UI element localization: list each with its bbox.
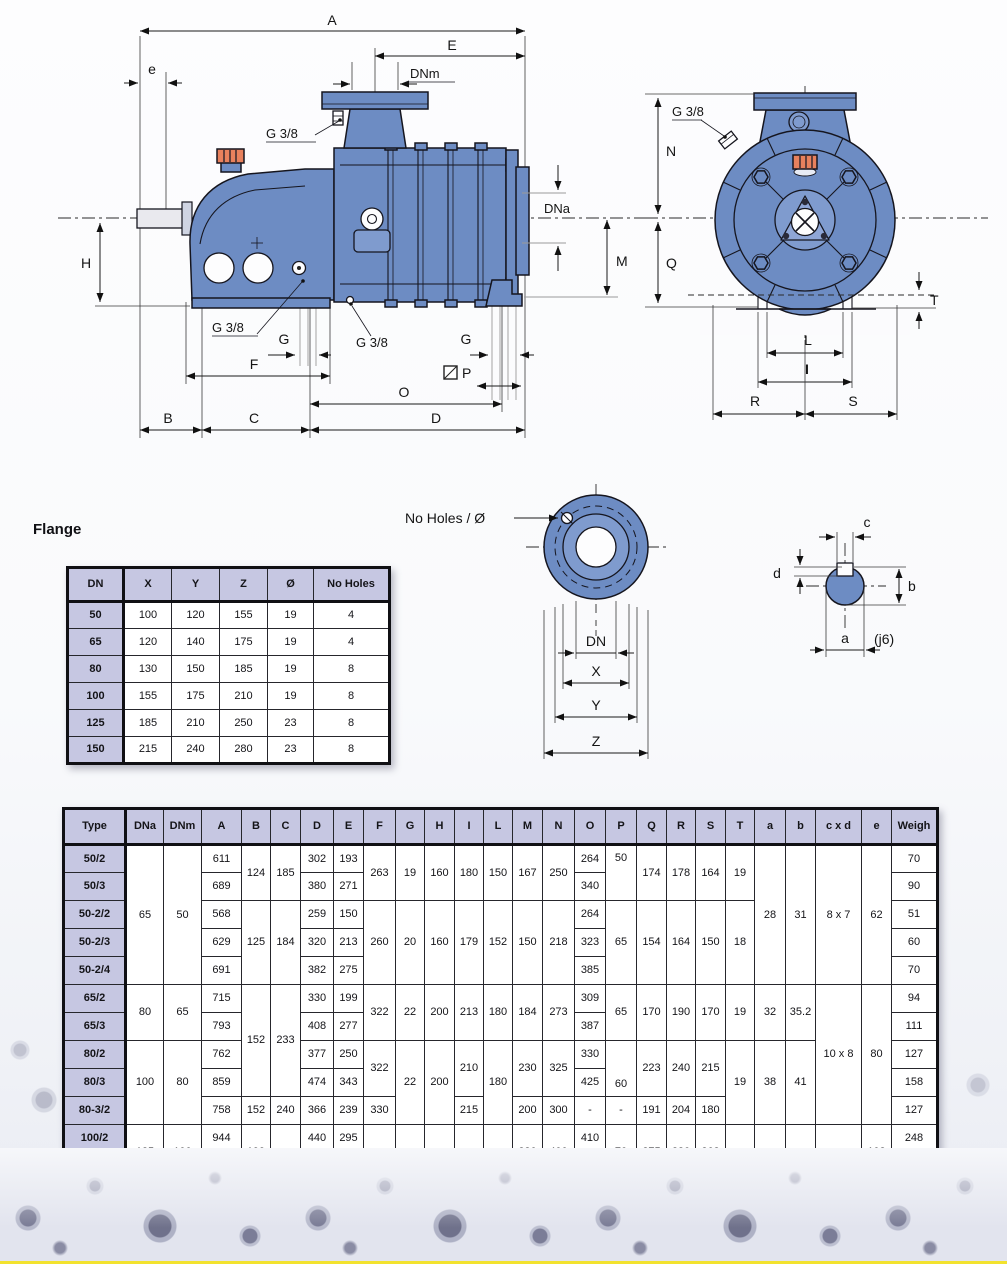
main-col-header: Q xyxy=(637,809,667,845)
flange-dn-cell: 80 xyxy=(68,656,124,683)
table-row xyxy=(64,1041,938,1069)
dim-label-a: a xyxy=(841,630,849,646)
table-row xyxy=(64,845,938,873)
dim-label-Y: Y xyxy=(591,697,601,713)
pump-shaft-end xyxy=(137,209,187,228)
dim-label-H: H xyxy=(80,255,92,271)
bracket-window xyxy=(204,253,234,283)
main-col-header: b xyxy=(786,809,816,845)
flange-value-cell: 4 xyxy=(314,602,390,629)
flange-value-cell: 8 xyxy=(314,683,390,710)
dim-label-T: T xyxy=(930,292,939,308)
dim-value-cell: 180 xyxy=(696,1097,726,1125)
dim-value-cell: 174 xyxy=(637,845,667,901)
dim-value-cell: 233 xyxy=(271,985,301,1097)
discharge-column xyxy=(344,109,406,148)
dim-value-cell: 200 xyxy=(513,1097,543,1125)
main-col-header: N xyxy=(543,809,575,845)
flange-bore xyxy=(576,527,616,567)
pump-side-view-drawing xyxy=(58,12,648,438)
flange-dn-cell: 50 xyxy=(68,602,124,629)
bracket-window xyxy=(243,253,273,283)
dim-value-cell: 218 xyxy=(543,901,575,985)
dim-value-cell: 689 xyxy=(202,873,242,901)
dim-value-cell: - xyxy=(575,1097,606,1125)
flange-value-cell: 175 xyxy=(220,629,268,656)
stage-casing xyxy=(334,148,506,302)
dim-value-cell: 387 xyxy=(575,1013,606,1041)
dim-value-cell: 271 xyxy=(334,873,364,901)
dim-value-cell: 382 xyxy=(301,957,334,985)
dim-value-cell: 762 xyxy=(202,1041,242,1069)
dim-value-cell: 70 xyxy=(892,845,938,873)
dim-value-cell: 250 xyxy=(543,845,575,901)
dim-label-e: e xyxy=(148,61,156,77)
dim-value-cell: 180 xyxy=(455,845,484,901)
dim-label-I: I xyxy=(805,361,809,377)
flange-value-cell: 155 xyxy=(124,683,172,710)
dim-value-cell: 323 xyxy=(575,929,606,957)
flange-col-header: Y xyxy=(172,568,220,602)
flange-value-cell: 240 xyxy=(172,737,220,764)
dim-value-cell: 330 xyxy=(575,1041,606,1069)
shaft-end-detail-drawing xyxy=(773,514,916,657)
dim-value-cell: 18 xyxy=(726,901,755,985)
dim-value-cell: 691 xyxy=(202,957,242,985)
dim-value-cell: 100 xyxy=(126,1041,164,1125)
flange-value-cell: 120 xyxy=(124,629,172,656)
flange-table xyxy=(66,566,391,765)
dim-value-cell: 150 xyxy=(513,901,543,985)
dim-label-b: b xyxy=(908,578,916,594)
bracket-foot xyxy=(192,298,330,308)
flange-row xyxy=(68,602,390,629)
dim-value-cell: 210 xyxy=(455,1041,484,1097)
dim-value-cell: 191 xyxy=(637,1097,667,1125)
dim-label-R: R xyxy=(749,393,761,409)
main-col-header: S xyxy=(696,809,726,845)
dim-value-cell: 38 xyxy=(755,1041,786,1125)
casing-drain-boss xyxy=(347,297,354,304)
flange-value-cell: 185 xyxy=(220,656,268,683)
dim-label-A: A xyxy=(327,12,337,28)
dim-value-cell: 260 xyxy=(364,901,396,985)
flange-row xyxy=(68,656,390,683)
dim-value-cell: 275 xyxy=(334,957,364,985)
dim-value-cell: 164 xyxy=(667,901,696,985)
dim-value-cell: 125 xyxy=(242,901,271,985)
flange-col-header: X xyxy=(124,568,172,602)
dim-value-cell: 944 xyxy=(202,1125,242,1153)
dim-value-cell: 204 xyxy=(667,1097,696,1125)
dim-value-cell: 440 xyxy=(301,1125,334,1153)
dim-value-cell: 180 xyxy=(484,1041,513,1125)
keyway xyxy=(837,563,853,576)
main-col-header: M xyxy=(513,809,543,845)
dim-value-cell: 273 xyxy=(543,985,575,1041)
dim-value-cell: 150 xyxy=(484,845,513,901)
flange-row xyxy=(68,710,390,737)
dim-value-cell: 32 xyxy=(755,985,786,1041)
dim-value-cell: 60 xyxy=(606,1041,637,1097)
flange-value-cell: 19 xyxy=(268,629,314,656)
pump-type-cell: 50-2/4 xyxy=(64,957,126,985)
pump-type-cell: 65/3 xyxy=(64,1013,126,1041)
dim-value-cell: 215 xyxy=(696,1041,726,1097)
pump-type-cell: 80-3/2 xyxy=(64,1097,126,1125)
fill-plug xyxy=(793,155,817,169)
main-col-header: e xyxy=(862,809,892,845)
dim-label-E: E xyxy=(447,37,457,53)
dim-value-cell: 213 xyxy=(455,985,484,1041)
dim-label-M: M xyxy=(616,253,628,269)
flange-value-cell: 210 xyxy=(172,710,220,737)
main-col-header: B xyxy=(242,809,271,845)
table-row xyxy=(64,985,938,1013)
dim-label-C: C xyxy=(248,410,260,426)
dim-value-cell: 152 xyxy=(242,985,271,1097)
flange-value-cell: 8 xyxy=(314,710,390,737)
dim-value-cell: 19 xyxy=(726,845,755,901)
dim-value-cell: 127 xyxy=(892,1041,938,1069)
dim-value-cell: 111 xyxy=(892,1013,938,1041)
dim-label-DNm: DNm xyxy=(410,66,440,81)
flange-col-header: Ø xyxy=(268,568,314,602)
water-droplet-photo-left xyxy=(0,1020,58,1152)
dim-value-cell: 20 xyxy=(396,901,425,985)
dim-label-N: N xyxy=(666,143,677,159)
dim-value-cell: 366 xyxy=(301,1097,334,1125)
label-j6: (j6) xyxy=(874,631,895,647)
pump-type-cell: 50/3 xyxy=(64,873,126,901)
dim-value-cell: 184 xyxy=(271,901,301,985)
dim-label-L: L xyxy=(804,332,812,348)
label-no-holes: No Holes / Ø xyxy=(405,510,486,526)
pump-type-cell: 65/2 xyxy=(64,985,126,1013)
vent-plug xyxy=(333,111,343,125)
dim-value-cell: 94 xyxy=(892,985,938,1013)
main-col-header: G xyxy=(396,809,425,845)
main-col-header: H xyxy=(425,809,455,845)
dim-value-cell: 325 xyxy=(543,1041,575,1097)
flange-col-header: No Holes xyxy=(314,568,390,602)
flange-value-cell: 8 xyxy=(314,656,390,683)
dim-value-cell: 322 xyxy=(364,985,396,1041)
dim-value-cell: 184 xyxy=(513,985,543,1041)
dim-value-cell: 160 xyxy=(425,901,455,985)
dim-value-cell: 170 xyxy=(696,985,726,1041)
dim-label-G-left: G xyxy=(278,331,290,347)
dim-value-cell: 330 xyxy=(301,985,334,1013)
dim-value-cell: 35.2 xyxy=(786,985,816,1041)
flange-section-drawing xyxy=(405,484,666,759)
dim-label-F: F xyxy=(249,356,259,372)
pump-front-view-drawing xyxy=(645,86,988,420)
flange-value-cell: 23 xyxy=(268,737,314,764)
dim-value-cell: 22 xyxy=(396,1041,425,1125)
dim-value-cell: 31 xyxy=(786,845,816,985)
main-col-header: Weigh xyxy=(892,809,938,845)
dim-value-cell: 259 xyxy=(301,901,334,929)
flange-section-title: Flange xyxy=(33,521,82,538)
dim-label-DN: DN xyxy=(585,633,607,649)
dim-value-cell: 150 xyxy=(696,901,726,985)
dim-value-cell: 758 xyxy=(202,1097,242,1125)
dim-value-cell: 185 xyxy=(271,845,301,901)
dim-value-cell: 320 xyxy=(301,929,334,957)
dim-value-cell: 152 xyxy=(242,1097,271,1125)
dim-value-cell: 425 xyxy=(575,1069,606,1097)
flange-value-cell: 19 xyxy=(268,602,314,629)
dim-value-cell: 70 xyxy=(892,957,938,985)
dim-value-cell: 193 xyxy=(334,845,364,873)
dim-value-cell: 152 xyxy=(484,901,513,985)
flange-value-cell: 120 xyxy=(172,602,220,629)
dim-value-cell: 295 xyxy=(334,1125,364,1153)
dim-value-cell: 248 xyxy=(892,1125,938,1153)
water-droplet-photo-right xyxy=(948,1045,1007,1152)
flange-value-cell: 215 xyxy=(124,737,172,764)
dim-label-g38-left: G 3/8 xyxy=(212,320,244,335)
dim-value-cell: 51 xyxy=(892,901,938,929)
dim-value-cell: 343 xyxy=(334,1069,364,1097)
dim-value-cell: 19 xyxy=(726,985,755,1041)
dim-value-cell: 127 xyxy=(892,1097,938,1125)
main-col-header: I xyxy=(455,809,484,845)
dim-value-cell: 50 xyxy=(164,845,202,985)
dim-value-cell: 410 xyxy=(575,1125,606,1153)
dim-value-cell: 408 xyxy=(301,1013,334,1041)
dim-label-Q: Q xyxy=(666,255,677,271)
main-col-header: R xyxy=(667,809,696,845)
dim-label-g38-top: G 3/8 xyxy=(266,126,298,141)
dim-value-cell: 22 xyxy=(396,985,425,1041)
flange-value-cell: 100 xyxy=(124,602,172,629)
discharge-flange xyxy=(322,92,428,109)
dim-value-cell: 158 xyxy=(892,1069,938,1097)
dim-value-cell: 150 xyxy=(334,901,364,929)
flange-value-cell: 8 xyxy=(314,737,390,764)
dim-label-DNa: DNa xyxy=(544,201,571,216)
flange-value-cell: 4 xyxy=(314,629,390,656)
dim-value-cell: 385 xyxy=(575,957,606,985)
dim-value-cell: 309 xyxy=(575,985,606,1013)
dim-value-cell: 65 xyxy=(606,901,637,985)
dim-value-cell: 239 xyxy=(334,1097,364,1125)
dim-value-cell: 65 xyxy=(164,985,202,1041)
main-col-header: DNm xyxy=(164,809,202,845)
flange-value-cell: 19 xyxy=(268,683,314,710)
main-col-header: D xyxy=(301,809,334,845)
dim-value-cell: 170 xyxy=(637,985,667,1041)
pump-type-cell: 100/2 xyxy=(64,1125,126,1153)
main-col-header: C xyxy=(271,809,301,845)
flange-value-cell: 140 xyxy=(172,629,220,656)
dim-value-cell: 611 xyxy=(202,845,242,873)
dim-value-cell: 340 xyxy=(575,873,606,901)
dim-value-cell: 715 xyxy=(202,985,242,1013)
dim-value-cell: 215 xyxy=(455,1097,484,1125)
dim-label-g38-front: G 3/8 xyxy=(672,104,704,119)
dim-value-cell: 568 xyxy=(202,901,242,929)
dim-value-cell: 65 xyxy=(126,845,164,985)
dim-value-cell: 190 xyxy=(667,985,696,1041)
dim-value-cell: 28 xyxy=(755,845,786,985)
dim-label-X: X xyxy=(591,663,601,679)
main-col-header: L xyxy=(484,809,513,845)
dim-label-O: O xyxy=(398,384,410,400)
dim-value-cell: 179 xyxy=(455,901,484,985)
dim-value-cell: 250 xyxy=(334,1041,364,1069)
dim-value-cell: 240 xyxy=(667,1041,696,1097)
main-col-header: A xyxy=(202,809,242,845)
dim-value-cell: 80 xyxy=(126,985,164,1041)
dim-label-B: B xyxy=(163,410,173,426)
dim-value-cell: 240 xyxy=(271,1097,301,1125)
flange-value-cell: 130 xyxy=(124,656,172,683)
water-droplet-photo-strip xyxy=(0,1148,1007,1262)
pump-type-cell: 80/2 xyxy=(64,1041,126,1069)
dim-value-cell: 19 xyxy=(726,1041,755,1125)
dim-value-cell: 629 xyxy=(202,929,242,957)
flange-value-cell: 250 xyxy=(220,710,268,737)
flange-row xyxy=(68,737,390,764)
dim-value-cell: 264 xyxy=(575,901,606,929)
pump-type-cell: 50-2/3 xyxy=(64,929,126,957)
dim-value-cell: 41 xyxy=(786,1041,816,1125)
suction-flange xyxy=(516,167,529,275)
dim-label-S: S xyxy=(848,393,858,409)
flange-value-cell: 23 xyxy=(268,710,314,737)
dim-value-cell: 380 xyxy=(301,873,334,901)
main-col-header: a xyxy=(755,809,786,845)
dim-label-d: d xyxy=(773,565,781,581)
flange-col-header: DN xyxy=(68,568,124,602)
dim-value-cell: 213 xyxy=(334,929,364,957)
flange-value-cell: 185 xyxy=(124,710,172,737)
dim-value-cell: 223 xyxy=(637,1041,667,1097)
dim-label-g38-mid: G 3/8 xyxy=(356,335,388,350)
bottom-margin xyxy=(0,1264,1007,1269)
dim-label-G-right: G xyxy=(460,331,472,347)
flange-row xyxy=(68,683,390,710)
main-col-header: E xyxy=(334,809,364,845)
dim-value-cell: 19 xyxy=(396,845,425,901)
dim-value-cell: 180 xyxy=(484,985,513,1041)
dim-value-cell: 8 x 7 xyxy=(816,845,862,985)
pump-type-cell: 50/2 xyxy=(64,845,126,873)
dim-value-cell: 160 xyxy=(425,845,455,901)
dim-value-cell: 200 xyxy=(425,1041,455,1125)
dim-value-cell: 330 xyxy=(364,1097,396,1125)
dim-value-cell: 178 xyxy=(667,845,696,901)
pump-type-cell: 80/3 xyxy=(64,1069,126,1097)
dim-label-P: P xyxy=(462,365,472,381)
main-col-header: Type xyxy=(64,809,126,845)
dim-value-cell: 65 xyxy=(606,985,637,1041)
dim-value-cell: 322 xyxy=(364,1041,396,1097)
main-col-header: P xyxy=(606,809,637,845)
dim-value-cell: 164 xyxy=(696,845,726,901)
dim-value-cell: 199 xyxy=(334,985,364,1013)
dim-value-cell: 200 xyxy=(425,985,455,1041)
dim-value-cell: 300 xyxy=(543,1097,575,1125)
dim-value-cell: 859 xyxy=(202,1069,242,1097)
flange-value-cell: 210 xyxy=(220,683,268,710)
flange-value-cell: 280 xyxy=(220,737,268,764)
dim-value-cell: 277 xyxy=(334,1013,364,1041)
main-col-header: c x d xyxy=(816,809,862,845)
dim-value-cell: 124 xyxy=(242,845,271,901)
dim-value-cell: 263 xyxy=(364,845,396,901)
dim-value-cell: 154 xyxy=(637,901,667,985)
dim-value-cell: 60 xyxy=(892,929,938,957)
dim-label-Z: Z xyxy=(591,733,601,749)
dim-value-cell: 90 xyxy=(892,873,938,901)
flange-dn-cell: 65 xyxy=(68,629,124,656)
flange-value-cell: 175 xyxy=(172,683,220,710)
dim-value-cell: 377 xyxy=(301,1041,334,1069)
flange-dn-cell: 150 xyxy=(68,737,124,764)
main-col-header: DNa xyxy=(126,809,164,845)
flange-dn-cell: 125 xyxy=(68,710,124,737)
dim-value-cell: 50 xyxy=(606,845,637,901)
dim-value-cell: 793 xyxy=(202,1013,242,1041)
flange-col-header: Z xyxy=(220,568,268,602)
dim-value-cell: 167 xyxy=(513,845,543,901)
dim-value-cell: 230 xyxy=(513,1041,543,1097)
flange-value-cell: 19 xyxy=(268,656,314,683)
flange-value-cell: 155 xyxy=(220,602,268,629)
dim-value-cell: - xyxy=(606,1097,637,1125)
main-col-header: O xyxy=(575,809,606,845)
dim-label-c: c xyxy=(863,514,871,530)
top-flange xyxy=(754,93,856,110)
main-col-header: T xyxy=(726,809,755,845)
dim-value-cell: 264 xyxy=(575,845,606,873)
dim-value-cell: 474 xyxy=(301,1069,334,1097)
dim-value-cell: 10 x 8 xyxy=(816,985,862,1125)
flange-value-cell: 150 xyxy=(172,656,220,683)
dim-label-D: D xyxy=(430,410,442,426)
pump-type-cell: 50-2/2 xyxy=(64,901,126,929)
dim-value-cell: 80 xyxy=(862,985,892,1125)
main-col-header: F xyxy=(364,809,396,845)
flange-dn-cell: 100 xyxy=(68,683,124,710)
dim-value-cell: 62 xyxy=(862,845,892,985)
dim-value-cell: 302 xyxy=(301,845,334,873)
dim-value-cell: 80 xyxy=(164,1041,202,1125)
flange-row xyxy=(68,629,390,656)
